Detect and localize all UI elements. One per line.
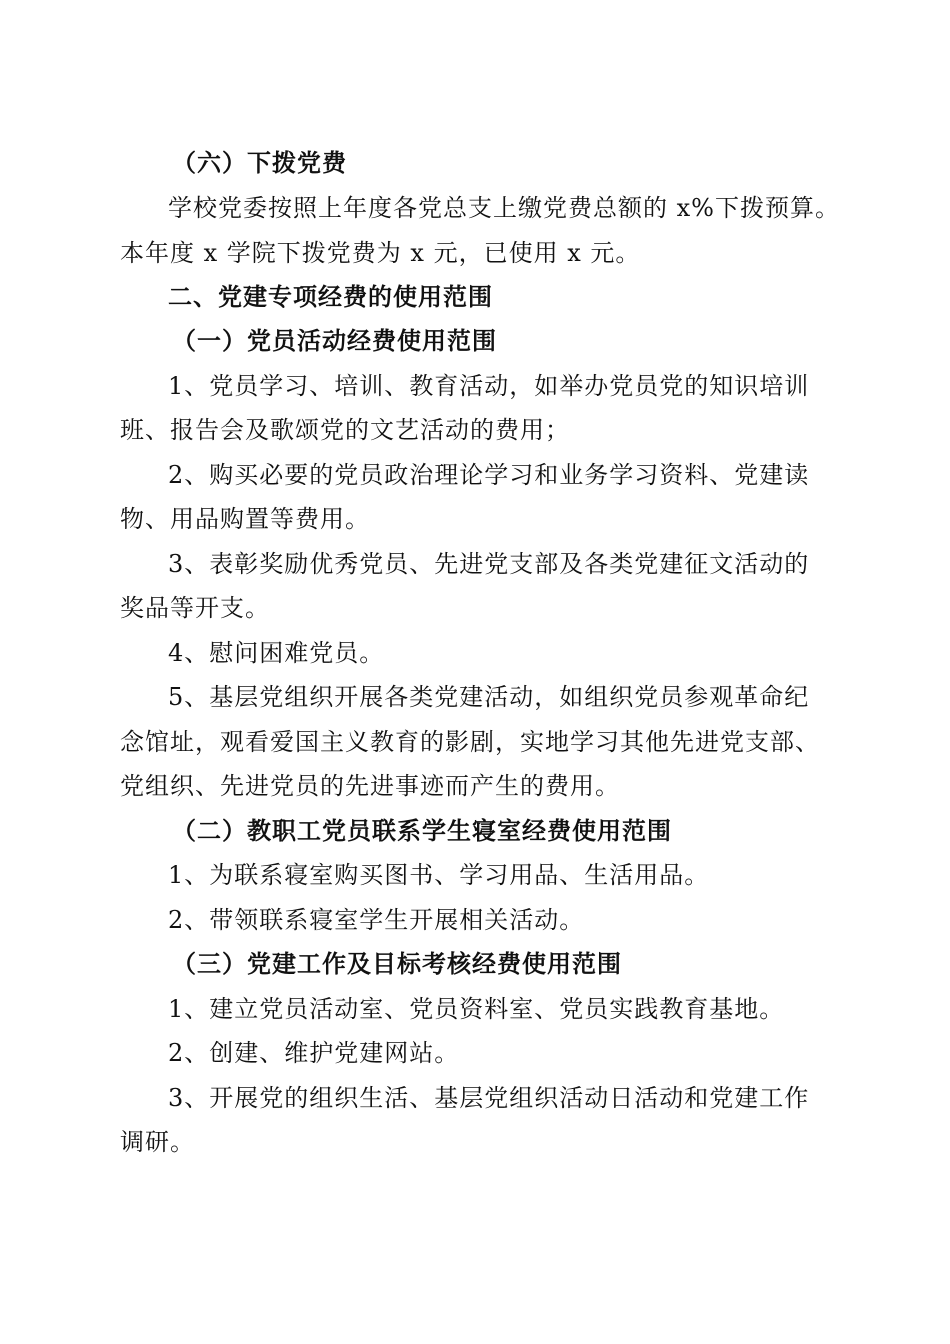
subsection-1-item-5-line-3: 党组织、先进党员的先进事迹而产生的费用。: [120, 772, 620, 800]
subsection-1-heading: （一）党员活动经费使用范围: [172, 327, 497, 355]
subsection-1-item-3-line-1: 3、表彰奖励优秀党员、先进党支部及各类党建征文活动的: [168, 550, 810, 578]
subsection-3-item-3-line-1: 3、开展党的组织生活、基层党组织活动日活动和党建工作: [168, 1084, 810, 1112]
subsection-3-item-1: 1、建立党员活动室、党员资料室、党员实践教育基地。: [168, 995, 785, 1023]
subsection-2-heading: （二）教职工党员联系学生寝室经费使用范围: [172, 817, 672, 845]
subsection-3-heading: （三）党建工作及目标考核经费使用范围: [172, 950, 622, 978]
section-6-heading: （六）下拨党费: [172, 149, 347, 177]
subsection-1-item-1-line-1: 1、党员学习、培训、教育活动，如举办党员党的知识培训: [168, 372, 810, 400]
subsection-2-item-2: 2、带领联系寝室学生开展相关活动。: [168, 906, 585, 934]
subsection-2-item-1: 1、为联系寝室购买图书、学习用品、生活用品。: [168, 861, 710, 889]
part-2-heading: 二、党建专项经费的使用范围: [168, 283, 493, 311]
subsection-1-item-3-line-2: 奖品等开支。: [120, 594, 270, 622]
subsection-1-item-5-line-2: 念馆址，观看爱国主义教育的影剧，实地学习其他先进党支部、: [120, 728, 820, 756]
subsection-1-item-4: 4、慰问困难党员。: [168, 639, 385, 667]
subsection-1-item-1-line-2: 班、报告会及歌颂党的文艺活动的费用；: [120, 416, 570, 444]
section-6-paragraph-line-2: 本年度 x 学院下拨党费为 x 元，已使用 x 元。: [120, 239, 641, 267]
subsection-1-item-2-line-2: 物、用品购置等费用。: [120, 505, 370, 533]
subsection-1-item-2-line-1: 2、购买必要的党员政治理论学习和业务学习资料、党建读: [168, 461, 810, 489]
subsection-3-item-3-line-2: 调研。: [120, 1128, 195, 1156]
section-6-paragraph-line-1: 学校党委按照上年度各党总支上缴党费总额的 x%下拨预算。: [168, 194, 840, 222]
subsection-1-item-5-line-1: 5、基层党组织开展各类党建活动，如组织党员参观革命纪: [168, 683, 810, 711]
subsection-3-item-2: 2、创建、维护党建网站。: [168, 1039, 460, 1067]
